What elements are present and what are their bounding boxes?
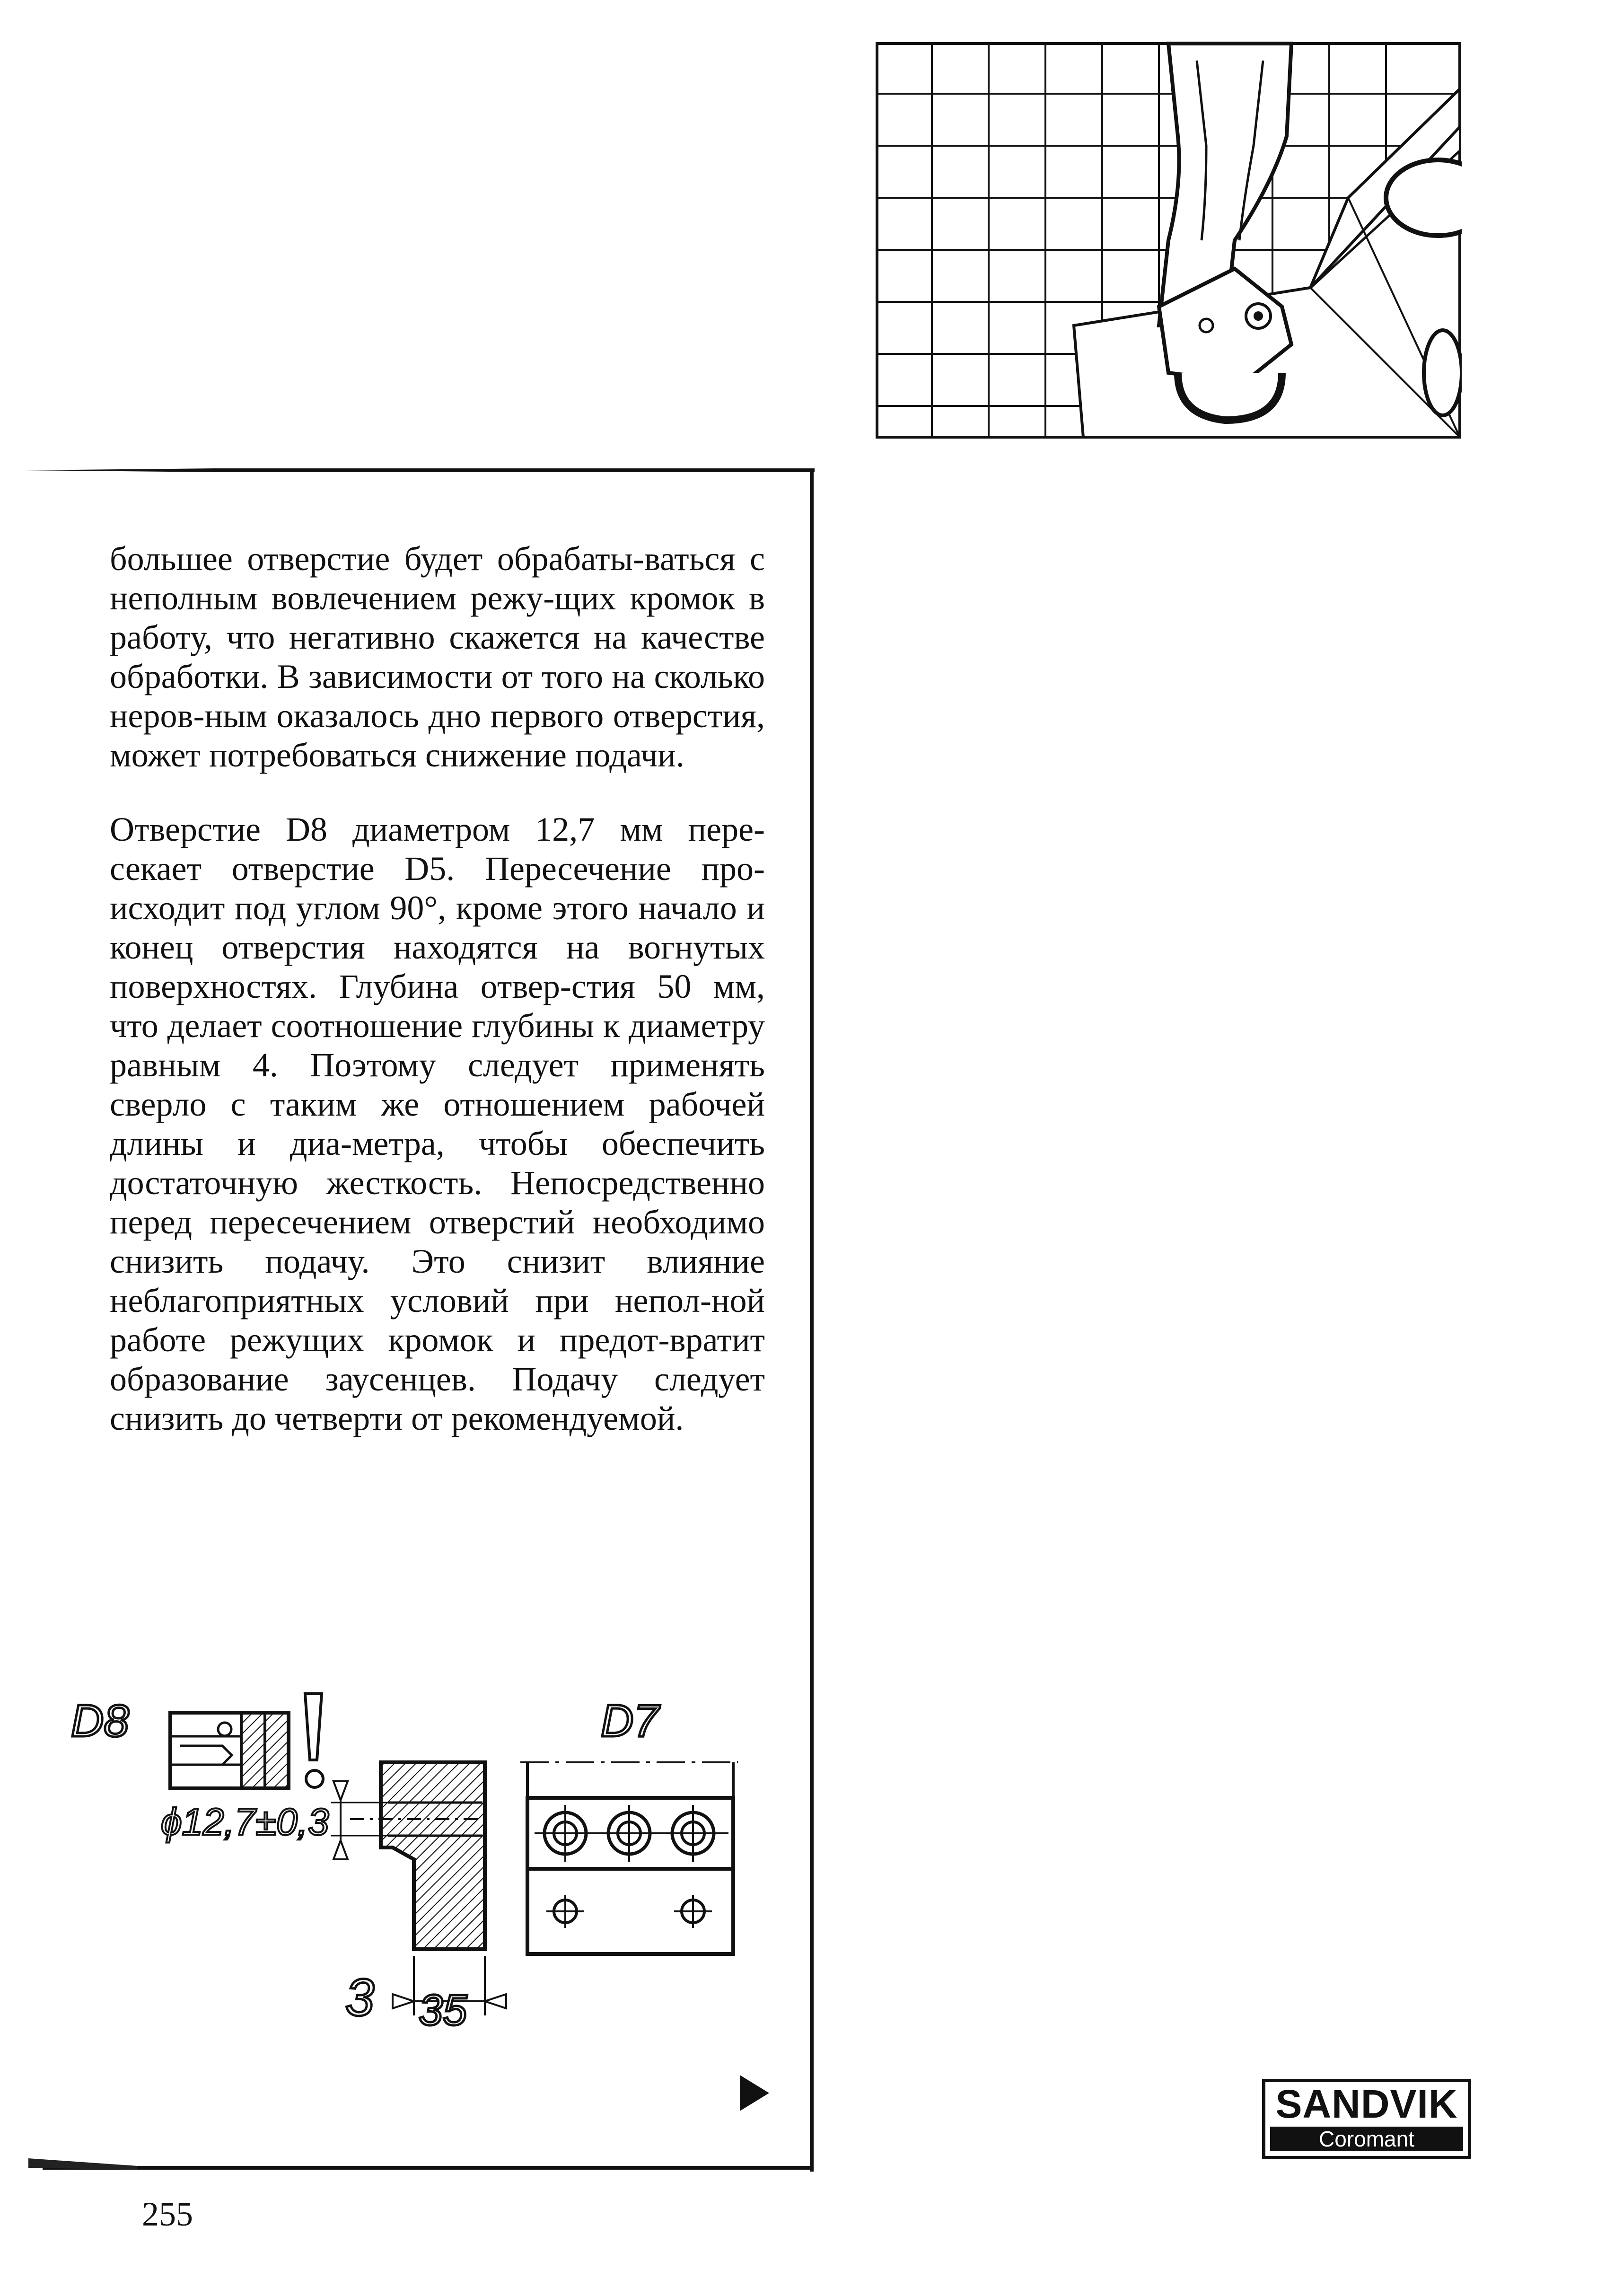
frame-scan-tail: [28, 2154, 137, 2173]
diameter-label: ϕ12,7±0,3: [161, 1801, 329, 1843]
page-number: 255: [142, 2195, 193, 2233]
label-d7: D7: [601, 1696, 659, 1746]
sandvik-coromant-logo: [1262, 2079, 1471, 2159]
dim-3: 3: [345, 1969, 375, 2027]
logo-sub: Coromant: [1270, 2127, 1463, 2151]
logo-brand: SANDVIK: [1275, 2082, 1458, 2126]
technical-drawing: [66, 1684, 804, 2044]
tool-illustration: [875, 42, 1462, 439]
frame-top-rule: [25, 468, 815, 472]
drill-tool-icon: [170, 1713, 289, 1788]
paragraph-1: большее отверстие будет обрабаты-ваться с неполным вовлечением режу-щих кромок в работу, что негативно скажется на качестве обработки. В зависимости от того на сколько неров-ным оказалось дно первого отверстия, может потребоваться снижение подачи.: [110, 540, 765, 774]
warning-icon: [305, 1694, 322, 1760]
cross-section: [350, 1762, 485, 1949]
body-text: [110, 539, 765, 1473]
d7-plate: [520, 1762, 738, 1954]
label-d8: D8: [71, 1696, 129, 1746]
paragraph-2: Отверстие D8 диаметром 12,7 мм пере-секает отверстие D5. Пересечение про-исходит под углом 90°, кроме этого начало и конец отверстия находятся на вогнутых поверхностях. Глубина отвер-стия 50 мм, что делает соотношение глубины к диаметру равным 4. Поэтому следует применять сверло с таким же отношением рабочей длины и диа-метра, чтобы обеспечить достаточную жесткость. Непосредственно перед пересечением отверстий необходимо снизить подачу. Это снизит влияние неблагоприятных условий при непол-ной работе режущих кромок и предот-вратит образование заусенцев. Подачу следует снизить до четверти от рекомендуемой.: [110, 810, 765, 1437]
play-triangle-icon[interactable]: [738, 2073, 771, 2113]
frame-right-rule: [810, 468, 814, 2172]
dim-35: 35: [419, 1986, 467, 2034]
frame-bottom-rule: [43, 2166, 814, 2170]
